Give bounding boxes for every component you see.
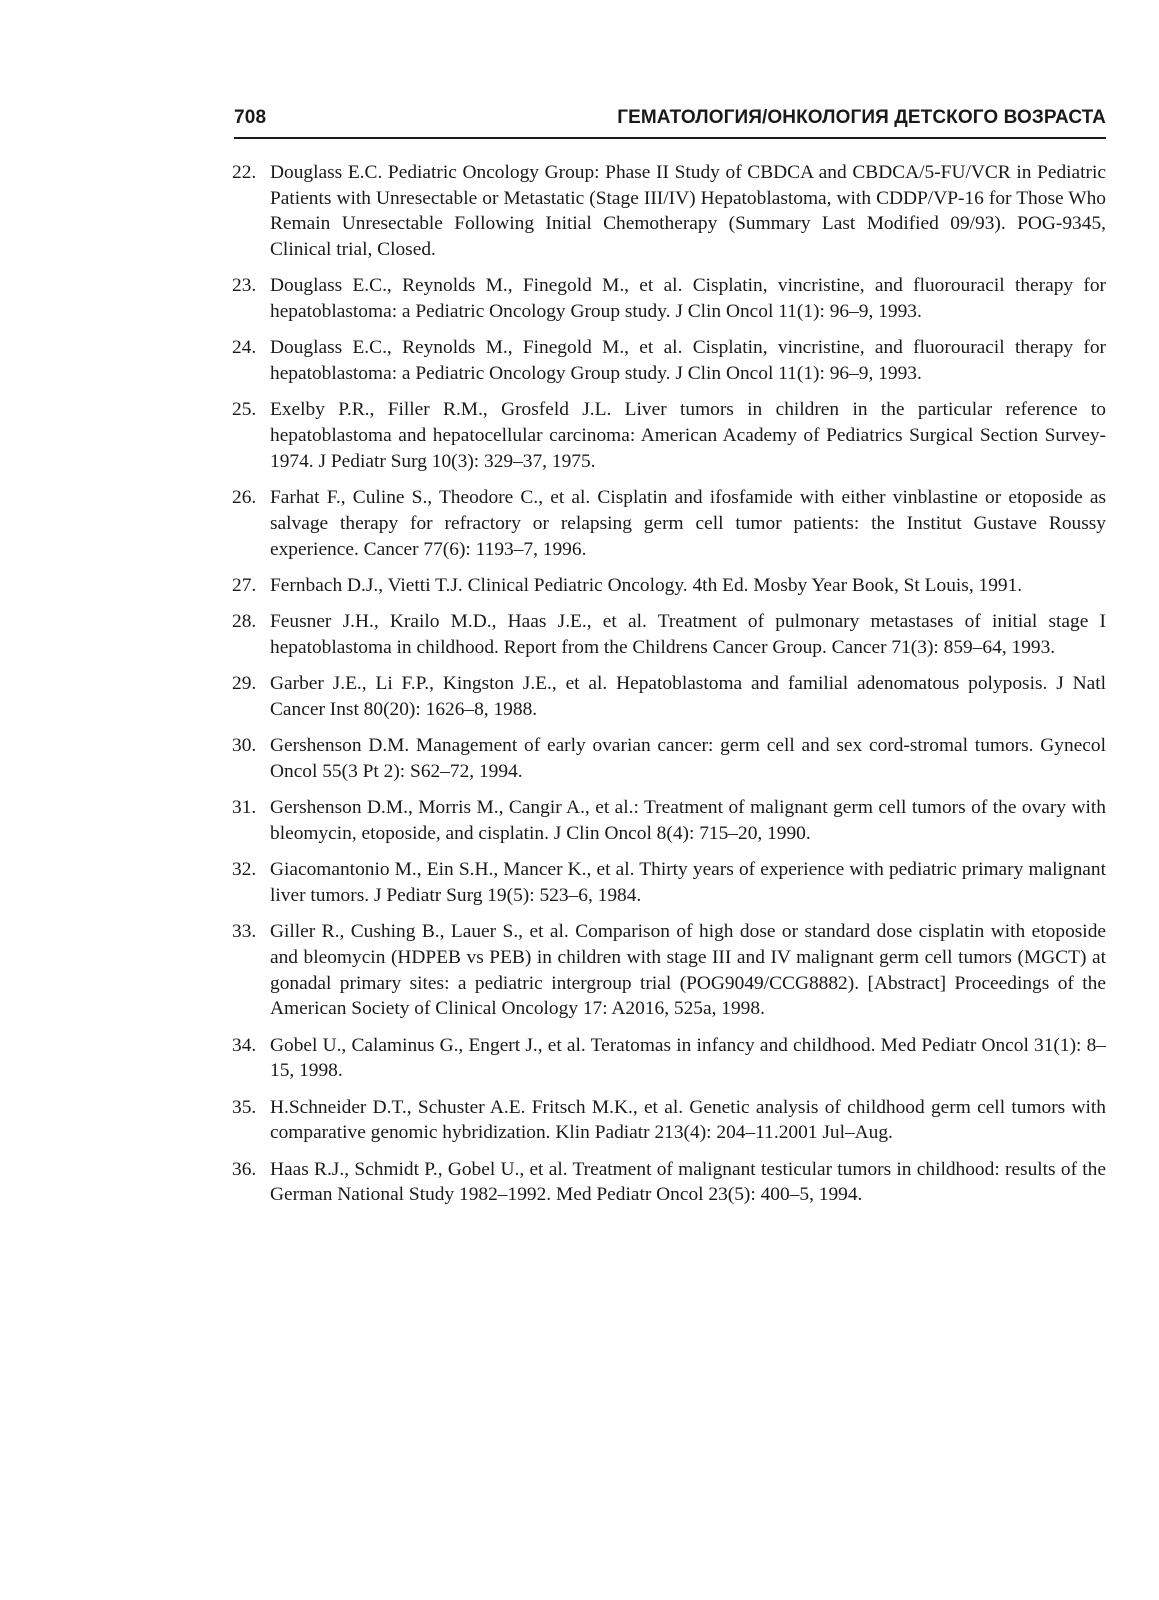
reference-number: 33.: [232, 921, 257, 943]
reference-item: [232, 609, 1106, 660]
reference-item: [232, 919, 1106, 1022]
reference-text: Garber J.E., Li F.P., Kingston J.E., et al. Hepatoblastoma and familial adenomatous polyposis. J Natl Cancer Inst 80(20): 1626–8, 1988.: [270, 673, 1106, 720]
reference-number: 36.: [232, 1158, 257, 1180]
reference-item: [232, 795, 1106, 846]
reference-list: [232, 160, 1106, 1219]
reference-number: 22.: [232, 162, 257, 183]
reference-text: Douglass E.C. Pediatric Oncology Group: Phase II Study of CBDCA and CBDCA/5-FU/VCR in Pediatric Patients with Unresectable or Metastatic (Stage III/IV) Hepatoblastoma, with CDDP/VP-16 for Those Who Remain Unresectable Following Initial Chemotherapy (Summary Last Modified 09/93). POG-9345, Clinical trial, Closed.: [270, 162, 1106, 261]
reference-number: 35.: [232, 1096, 257, 1118]
reference-number: 28.: [232, 611, 257, 633]
reference-text: Feusner J.H., Krailo M.D., Haas J.E., et al. Treatment of pulmonary metastases of initial stage I hepatoblastoma in childhood. Report from the Childrens Cancer Group. Cancer 71(3): 859–64, 1993.: [270, 611, 1106, 658]
reference-item: [232, 397, 1106, 474]
reference-number: 27.: [232, 574, 257, 596]
reference-text: Giacomantonio M., Ein S.H., Mancer K., et al. Thirty years of experience with pediatric primary malignant liver tumors. J Pediatr Surg 19(5): 523–6, 1984.: [270, 859, 1106, 906]
reference-number: 26.: [232, 487, 257, 509]
reference-item: [232, 160, 1106, 263]
reference-text: Giller R., Cushing B., Lauer S., et al. Comparison of high dose or standard dose cisplatin with etoposide and bleomycin (HDPEB vs PEB) in children with stage III and IV malignant germ cell tumors (MGCT) at gonadal primary sites: a pediatric intergroup trial (POG9049/CCG8882). [Abstract] Proceedings of the American Society of Clinical Oncology 17: A2016, 525a, 1998.: [270, 921, 1106, 1020]
reference-text: H.Schneider D.T., Schuster A.E. Fritsch M.K., et al. Genetic analysis of childhood germ cell tumors with comparative genomic hybridization. Klin Padiatr 213(4): 204–11.2001 Jul–Aug.: [270, 1096, 1106, 1144]
reference-text: Gershenson D.M. Management of early ovarian cancer: germ cell and sex cord-stromal tumors. Gynecol Oncol 55(3 Pt 2): S62–72, 1994.: [270, 735, 1106, 782]
reference-item: [232, 335, 1106, 386]
reference-number: 31.: [232, 797, 257, 819]
reference-number: 24.: [232, 337, 257, 359]
reference-item: [232, 857, 1106, 908]
reference-text: Haas R.J., Schmidt P., Gobel U., et al. Treatment of malignant testicular tumors in childhood: results of the German National Study 1982–1992. Med Pediatr Oncol 23(5): 400–5, 1994.: [270, 1158, 1106, 1206]
reference-number: 25.: [232, 399, 257, 421]
reference-text: Douglass E.C., Reynolds M., Finegold M., et al. Cisplatin, vincristine, and fluorouracil therapy for hepatoblastoma: a Pediatric Oncology Group study. J Clin Oncol 11(1): 96–9, 1993.: [270, 337, 1106, 385]
reference-item: [232, 1033, 1106, 1084]
reference-number: 32.: [232, 859, 257, 881]
reference-text: Gershenson D.M., Morris M., Cangir A., et al.: Treatment of malignant germ cell tumors of the ovary with bleomycin, etoposide, and cisplatin. J Clin Oncol 8(4): 715–20, 1990.: [270, 797, 1106, 844]
reference-item: [232, 733, 1106, 784]
reference-item: [232, 671, 1106, 722]
reference-item: [232, 273, 1106, 324]
reference-text: Gobel U., Calaminus G., Engert J., et al. Teratomas in infancy and childhood. Med Pediatr Oncol 31(1): 8–15, 1998.: [270, 1034, 1106, 1082]
reference-number: 29.: [232, 673, 257, 695]
reference-item: [232, 485, 1106, 562]
page-header: [234, 103, 1106, 139]
reference-item: [232, 1157, 1106, 1208]
reference-number: 34.: [232, 1034, 257, 1056]
reference-item: [232, 1095, 1106, 1146]
reference-number: 23.: [232, 275, 257, 297]
reference-text: Exelby P.R., Filler R.M., Grosfeld J.L. Liver tumors in children in the particular reference to hepatoblastoma and hepatocellular carcinoma: American Academy of Pediatrics Surgical Section Survey-1974. J Pediatr Surg 10(3): 329–37, 1975.: [270, 399, 1106, 472]
reference-text: Farhat F., Culine S., Theodore C., et al. Cisplatin and ifosfamide with either vinblastine or etoposide as salvage therapy for refractory or relapsing germ cell tumor patients: the Institut Gustave Roussy experience. Cancer 77(6): 1193–7, 1996.: [270, 487, 1106, 560]
reference-item: [232, 573, 1106, 599]
reference-text: Douglass E.C., Reynolds M., Finegold M., et al. Cisplatin, vincristine, and fluorouracil therapy for hepatoblastoma: a Pediatric Oncology Group study. J Clin Oncol 11(1): 96–9, 1993.: [270, 275, 1106, 323]
running-title: ГЕМАТОЛОГИЯ/ОНКОЛОГИЯ ДЕТСКОГО ВОЗРАСТА: [617, 107, 1106, 128]
reference-number: 30.: [232, 735, 257, 757]
page-number: 708: [234, 107, 267, 128]
reference-text: Fernbach D.J., Vietti T.J. Clinical Pediatric Oncology. 4th Ed. Mosby Year Book, St Louis, 1991.: [270, 574, 1023, 596]
